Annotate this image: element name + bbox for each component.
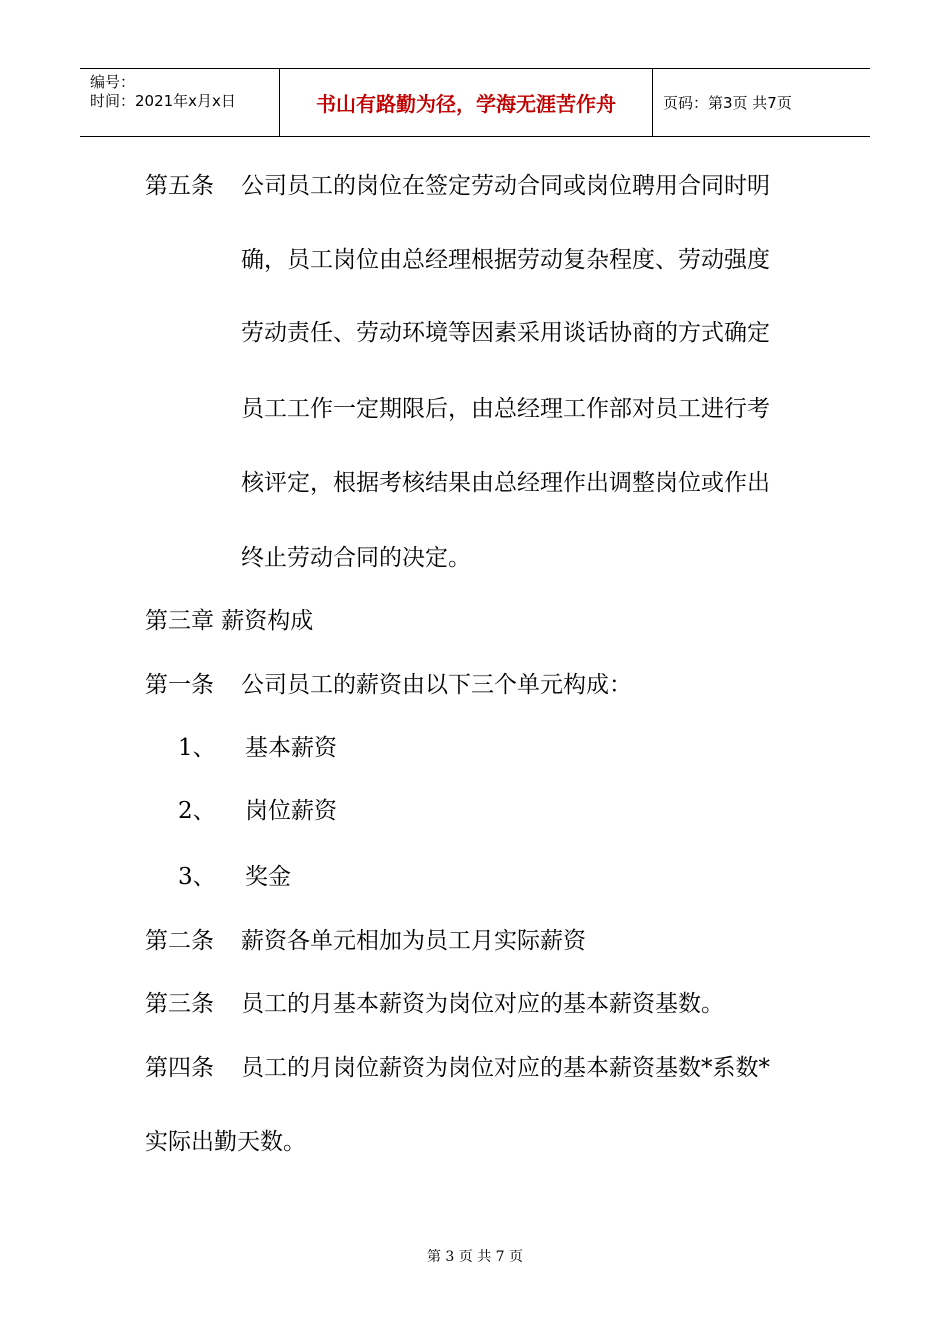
- article-5-line-1: [145, 171, 770, 201]
- list-item-number: 1、: [178, 735, 216, 761]
- list-item: [178, 796, 337, 826]
- header-table: [80, 68, 870, 137]
- document-date-label: 时间：2021年x月x日: [90, 92, 236, 110]
- article-2: [145, 926, 586, 956]
- article-1-text: 公司员工的薪资由以下三个单元构成：: [241, 672, 632, 698]
- article-5-line-2: 确，员工岗位由总经理根据劳动复杂程度、劳动强度: [241, 247, 770, 273]
- document-number-label: 编号：: [90, 73, 136, 91]
- header-motto: 书山有路勤为径，学海无涯苦作舟: [280, 69, 653, 136]
- article-1-label: 第一条: [145, 672, 214, 698]
- article-4-text: 员工的月岗位薪资为岗位对应的基本薪资基数*系数*: [241, 1055, 770, 1081]
- article-5-line-6: 终止劳动合同的决定。: [241, 545, 471, 571]
- article-2-label: 第二条: [145, 928, 214, 954]
- article-3-text: 员工的月基本薪资为岗位对应的基本薪资基数。: [241, 991, 724, 1017]
- chapter-3-heading: 第三章 薪资构成: [145, 608, 314, 634]
- header-page-label: 页码：第3页 共7页: [663, 94, 792, 112]
- article-4: [145, 1053, 770, 1083]
- article-4-label: 第四条: [145, 1055, 214, 1081]
- article-3-label: 第三条: [145, 991, 214, 1017]
- article-5-line-3: 劳动责任、劳动环境等因素采用谈话协商的方式确定: [241, 320, 770, 346]
- list-item-text: 基本薪资: [245, 735, 337, 761]
- header-left-cell: [80, 69, 280, 136]
- list-item-number: 3、: [178, 864, 216, 890]
- article-5-label: 第五条: [145, 173, 214, 199]
- article-1: [145, 670, 632, 700]
- list-item-number: 2、: [178, 798, 216, 824]
- article-5-line-4: 员工工作一定期限后，由总经理工作部对员工进行考: [241, 396, 770, 422]
- list-item-text: 岗位薪资: [245, 798, 337, 824]
- article-5-line-5: 核评定，根据考核结果由总经理作出调整岗位或作出: [241, 470, 770, 496]
- list-item: [178, 862, 291, 892]
- article-2-text: 薪资各单元相加为员工月实际薪资: [241, 928, 586, 954]
- article-3: [145, 989, 724, 1019]
- article-4-continuation: 实际出勤天数。: [145, 1129, 306, 1155]
- article-5-text: 公司员工的岗位在签定劳动合同或岗位聘用合同时明: [241, 173, 770, 199]
- page-footer: 第 3 页 共 7 页: [426, 1249, 524, 1265]
- list-item-text: 奖金: [245, 864, 291, 890]
- list-item: [178, 733, 337, 763]
